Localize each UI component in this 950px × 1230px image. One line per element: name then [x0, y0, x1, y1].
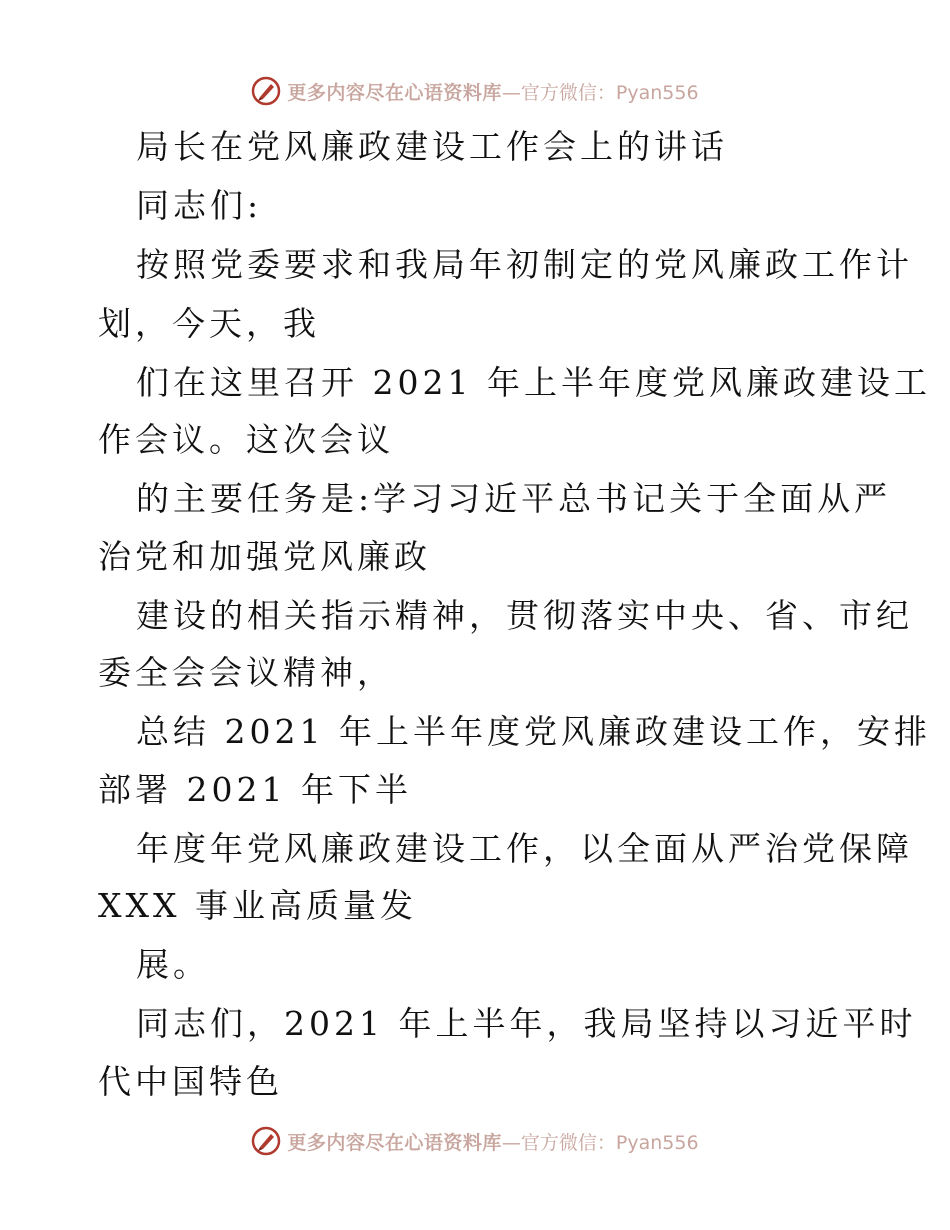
paragraph-line: 建设的相关指示精神，贯彻落实中央、省、市纪	[136, 596, 913, 635]
paragraph-line: 展。	[136, 945, 210, 984]
paragraph-line: 委全会会议精神，	[98, 653, 394, 692]
paragraph-line: 年度年党风廉政建设工作，以全面从严治党保障	[136, 829, 913, 868]
paragraph-line: XXX 事业高质量发	[98, 886, 417, 925]
footer-watermark	[0, 1124, 950, 1158]
watermark-contact: —官方微信：Pyan556	[501, 1131, 699, 1154]
document-title: 局长在党风廉政建设工作会上的讲话	[136, 127, 728, 166]
watermark-contact: —官方微信：Pyan556	[501, 81, 699, 104]
paragraph-line: 划，今天，我	[98, 304, 320, 343]
paragraph-line: 代中国特色	[98, 1062, 283, 1101]
watermark-text: 更多内容尽在心语资料库	[287, 81, 502, 104]
pen-seal-icon	[251, 1126, 281, 1156]
paragraph-line: 总结 2021 年上半年度党风廉政建设工作，安排	[136, 712, 931, 751]
paragraph-line: 作会议。这次会议	[98, 420, 394, 459]
paragraph-line: 按照党委要求和我局年初制定的党风廉政工作计	[136, 245, 913, 284]
paragraph-line: 治党和加强党风廉政	[98, 537, 431, 576]
paragraph-line: 部署 2021 年下半	[98, 770, 412, 809]
paragraph-line: 们在这里召开 2021 年上半年度党风廉政建设工	[136, 363, 931, 402]
paragraph-line: 的主要任务是:学习习近平总书记关于全面从严	[136, 479, 892, 518]
watermark-text: 更多内容尽在心语资料库	[287, 1131, 502, 1154]
paragraph-line: 同志们:	[136, 186, 263, 225]
paragraph-line: 同志们，2021 年上半年，我局坚持以习近平时	[136, 1004, 917, 1043]
